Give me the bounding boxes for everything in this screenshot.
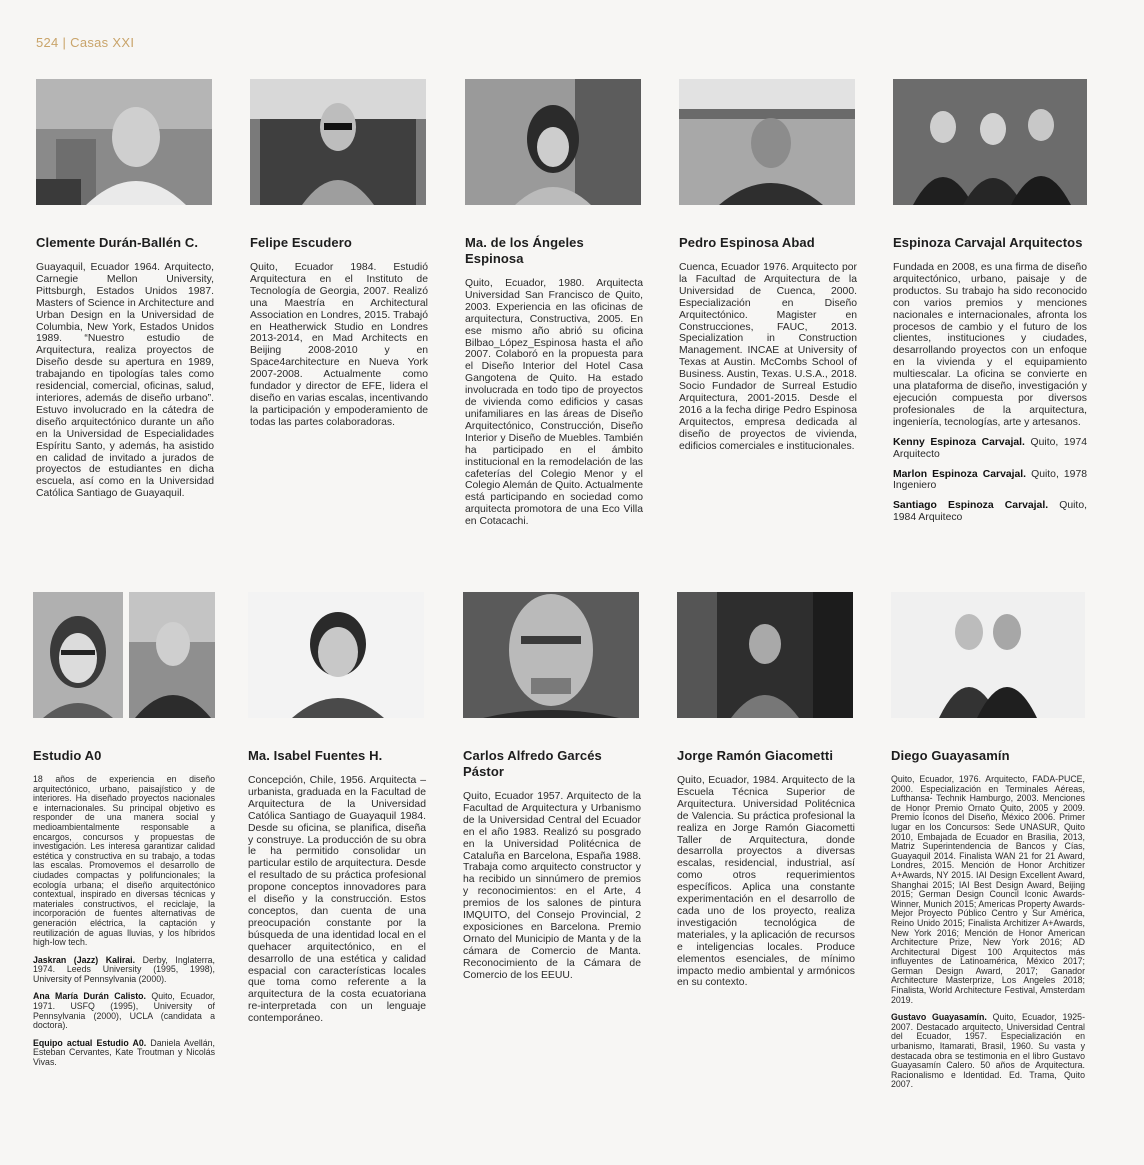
architect-bio: Quito, Ecuador 1984. Estudió Arquitectura en el Instituto de Tecnología de Georgia, 2007. Realizó una Maestría en Architectural Association en Londres, 2015. Trabajó en Heatherwick Studio en Londres 2013-2014, en Mad Architects en Beijing 2008-2010 y en Space4architecture en Nueva York 2007-2008. Actualmente como fundador y director de EFE, lidera el diseño en varias escalas, incentivando la participación y empoderamiento de todas las partes colaboradoras. xyxy=(250,262,428,428)
portrait-photo xyxy=(129,592,215,718)
member-name: Marlon Espinoza Carvajal. xyxy=(893,468,1027,480)
portrait-pair xyxy=(33,592,215,718)
profile-garces xyxy=(463,592,641,982)
member-entry xyxy=(893,437,1087,461)
member-name: Jaskran (Jazz) Kalirai. xyxy=(33,954,136,965)
book-title: Casas XXI xyxy=(70,35,135,50)
profile-escudero xyxy=(250,79,428,429)
architect-name: Diego Guayasamín xyxy=(891,748,1010,763)
profile-estudio-a0 xyxy=(33,592,215,1068)
profile-espinosa-angeles xyxy=(465,79,643,528)
profile-giacometti xyxy=(677,592,855,989)
member-info: Quito, 1978 Ingeniero xyxy=(893,468,1087,492)
portrait-photo xyxy=(465,79,641,205)
member-info: Quito, 1974 Arquitecto xyxy=(893,436,1087,460)
architect-name: Carlos Alfredo Garcés Pástor xyxy=(463,748,602,779)
member-name: Kenny Espinoza Carvajal. xyxy=(893,436,1025,448)
architect-bio: Cuenca, Ecuador 1976. Arquitecto por la Facultad de Arquitectura de la Universidad de Cuenca, 2000. Especialización en Diseño Arquitectónico. Magister en Construcciones, FAUC, 2013. Specialization in Construction Management. INCAE at University of Texas at Austin. McCombs School of Business. Austin, Texas. U.S.A., 2018. Socio Fundador de Surreal Estudio Arquitectura, 2001-2015. Desde el 2016 a la fecha dirige Pedro Espinosa Arquitectos, empresa dedicada al diseño de proyectos de vivienda, edificios comerciales e institucionales. xyxy=(679,262,857,452)
member-name: Santiago Espinoza Carvajal. xyxy=(893,500,1049,512)
architect-bio: Quito, Ecuador, 1984. Arquitecto de la Escuela Técnica Superior de Arquitectura. Universidad Politécnica de Valencia. Su práctica profesional la realiza en Jorge Ramón Giacometti Taller de Arquitectura, donde desarrolla proyectos a diversas escalas, residencial, industrial, así como otros requerimientos específicos. Aplica una constante experimentación en el desarrollo de cada uno de los proyecto, realiza investigación tecnológica de materiales, y la aplicación de recursos e inteligencias locales. Produce elementos esenciales, de mínimo impacto medio ambiental y armónicos en su contexto. xyxy=(677,775,855,989)
firm-name: Espinoza Carvajal Arquitectos xyxy=(893,235,1083,250)
member-entry xyxy=(33,1039,215,1068)
page-header xyxy=(36,35,134,50)
member-info: Daniela Avellán, Esteban Cervantes, Kate Troutman y Nicolás Vivas. xyxy=(33,1037,215,1068)
portrait-photo xyxy=(250,79,426,205)
architect-name: Pedro Espinosa Abad xyxy=(679,235,815,250)
member-entry xyxy=(33,992,215,1030)
architect-name: Clemente Durán-Ballén C. xyxy=(36,235,199,250)
profile-duran-ballen xyxy=(36,79,214,500)
portrait-photo xyxy=(679,79,855,205)
member-info: Derby, Inglaterra, 1974. Leeds University (1995, 1998), University of Pennsylvania (2000). xyxy=(33,954,215,984)
member-entry xyxy=(891,1013,1085,1090)
portrait-photo xyxy=(463,592,639,718)
architect-name: Ma. Isabel Fuentes H. xyxy=(248,748,383,763)
architect-bio: Guayaquil, Ecuador 1964. Arquitecto, Carnegie Mellon University, Pittsburgh, Estados Unidos 1987. Masters of Science in Architecture and Urban Design en la Universidad de Columbia, New York, Estados Unidos 1989. “Nuestro estudio de Arquitectura, realiza proyectos de Diseño desde su apertura en 1989, trabajando en tipologías tales como residencial, comercial, oficinas, salud, interiores, además de diseño urbano”. Estuvo involucrado en la cátedra de diseño arquitectónico durante un año en la Universidad de Especialidades Espíritu Santo, y además, ha asistido en calidad de invitado a jurados de proyectos de estudiantes en dicha escuela, así como en la Universidad Católica Santiago de Guayaquil. xyxy=(36,262,214,500)
firm-bio: 18 años de experiencia en diseño arquitectónico, urbano, paisajístico y de interiores. Ha diseñado proyectos nacionales e internacionales. Su principal objetivo es responder de una manera social y medioambientalmente responsable a encargos, concursos y propuestas de investigación. Les interesa garantizar calidad estética y constructiva en su trabajo, a todas las escalas. Promovemos el desarrollo de ciudades compactas y polifuncionales; la ecología urbana; el diseño arquitectónico contextual, inspirado en diversas técnicas y materiales constructivos, el reciclaje, la incorporación de fuentes alternativas de generación eléctrica, la captación y reutilización de aguas lluvias, y los híbridos high-low tech. xyxy=(33,774,215,948)
page-number: 524 xyxy=(36,35,59,50)
architect-bio: Quito, Ecuador, 1980. Arquitecta Universidad San Francisco de Quito, 2003. Experiencia en las oficinas de arquitectura, Constructiva, 2005. En ese mismo año abrió su oficina Bilbao_López_Espinosa hasta el año 2007. Colaboró en la propuesta para el Diseño Interior del Hotel Casa Gangotena de Quito. Ha estado involucrada en todo tipo de proyectos de vivienda como edificios y casas unifamiliares en las áreas de Diseño Arquitectónico, Construcción, Diseño Interior y Diseño de Muebles. También ha participado en el ámbito institucional en la remodelación de las cafeterías del Colegio Menor y el Colegio Alemán de Quito. Actualmente está participando en sociedad como arquitecta promotora de una Eco Villa en Cotacachi. xyxy=(465,278,643,528)
group-photo xyxy=(891,592,1085,718)
member-name: Gustavo Guayasamín. xyxy=(891,1012,987,1023)
member-entry xyxy=(893,469,1087,493)
portrait-photo xyxy=(33,592,123,718)
member-info: Quito, Ecuador, 1925-2007. Destacado arquitecto, Universidad Central del Ecuador, 1957. Especialización en urbanismo, Itamarati, Brasil, 1960. Su vasta y destacada obra se testimonia en el libro Gustavo Guayasamín Calero. 50 años de Arquitectura. Racionalismo e Identidad. Ed. Trama, Quito 2007. xyxy=(891,1012,1085,1090)
member-name: Equipo actual Estudio A0. xyxy=(33,1037,147,1048)
member-name: Ana María Durán Calisto. xyxy=(33,991,146,1002)
header-separator: | xyxy=(62,35,67,50)
profile-espinoza-carvajal xyxy=(893,79,1087,524)
profile-guayasamin xyxy=(891,592,1085,1090)
portrait-photo xyxy=(36,79,212,205)
architect-bio: Quito, Ecuador 1957. Arquitecto de la Facultad de Arquitectura y Urbanismo de la Universidad Central del Ecuador en el año 1983. Realizó su posgrado en la Universidad Politécnica de Cataluña en Barcelona, España 1988. Trabaja como arquitecto constructor y ha recibido un sinnúmero de premios y reconocimientos: en el Arte, 4 premios de los salones de pintura IMQUITO, del Consejo Provincial, 2 exposiciones en Barcelona. Premio Ornato del Municipio de Manta y de la cámara de Comercio de Manta. Reconocimiento de la Cámara de Comercio de los EEUU. xyxy=(463,791,641,981)
architect-name: Felipe Escudero xyxy=(250,235,352,250)
member-info: Quito, Ecuador, 1971. USFQ (1995), University of Pennsylvania (2000), UCLA (candidata a doctora). xyxy=(33,991,215,1031)
firm-bio: Fundada en 2008, es una firma de diseño arquitectónico, urbano, paisaje y de productos. Su trabajo ha sido reconocido con varios premios y menciones nacionales e internacionales, afronta los procesos de cambio y el futuro de los clientes, instituciones y ciudades, desarrollando proyectos con un enfoque en la vivienda y el equipamiento multiescalar. La oficina se convierte en una plataforma de diseño, investigación y ejecución compuesta por diversos profesionales de la arquitectura, ingeniería, tecnologías, arte y artesanos. xyxy=(893,262,1087,428)
portrait-photo xyxy=(248,592,424,718)
architect-bio: Quito, Ecuador, 1976. Arquitecto, FADA-PUCE, 2000. Especialización en Terminales Aéreas, Lufthansa- Technik Hamburgo, 2003. Menciones de Honor Premio Ornato Quito, 2005 y 2009. Premio Íconos del Diseño, México 2006. Primer lugar en los Concursos: Sede UNASUR, Quito 2010, Embajada de Ecuador en Brasilia, 2013, Matriz Superintendencia de Bancos y Cías, Guayaquil 2014. Finalista WAN 21 for 21 Award, Londres, 2015. Mención de Honor Architizer A+Awards, NY 2015. IAI Design Excellent Award, Shanghai 2015; IAI Best Design Award, Beijing 2015; German Design Council Iconic Awards-Winner, Munich 2015; Americas Property Awards-Mejor Proyecto Público Centro y Sur América, Reino Unido 2015; Finalista Architizer A+Awards, New York 2016; Mención de Honor American Architecture Prize, New York 2016; AD Architectural Digest 100 Arquitectos más influyentes de Latinoamérica, México 2017; German Design Award, 2017; Ganador Architecture Masterprize, Los Angeles 2018; Finalista, World Architecture Festival, Amsterdam 2019. xyxy=(891,774,1085,1005)
profile-fuentes xyxy=(248,592,426,1025)
group-photo xyxy=(893,79,1087,205)
architect-name: Ma. de los Ángeles Espinosa xyxy=(465,235,584,266)
profile-espinosa-abad xyxy=(679,79,857,453)
architect-bio: Concepción, Chile, 1956. Arquitecta – urbanista, graduada en la Facultad de Arquitectura de la Universidad Católica Santiago de Guayaquil 1984. Desde su oficina, se planifica, diseña y construye. La producción de su obra le ha permitido consolidar un particular estilo de arquitectura. Desde el resultado de su práctica profesional propone conceptos innovadores para el diseño y la construcción. Estos conceptos, dan cuenta de una preocupación constante por la búsqueda de una identidad local en el quehacer arquitectónico, en el desarrollo de una estética y calidad espacial con características locales que toma como referente a la arquitectura de la costa ecuatoriana re-interpretada con un lenguaje contemporáneo. xyxy=(248,775,426,1025)
firm-name: Estudio A0 xyxy=(33,748,102,763)
member-entry xyxy=(33,956,215,985)
architect-name: Jorge Ramón Giacometti xyxy=(677,748,834,763)
member-entry xyxy=(893,500,1087,524)
portrait-photo xyxy=(677,592,853,718)
member-info: Quito, 1984 Arquiteco xyxy=(893,500,1087,524)
